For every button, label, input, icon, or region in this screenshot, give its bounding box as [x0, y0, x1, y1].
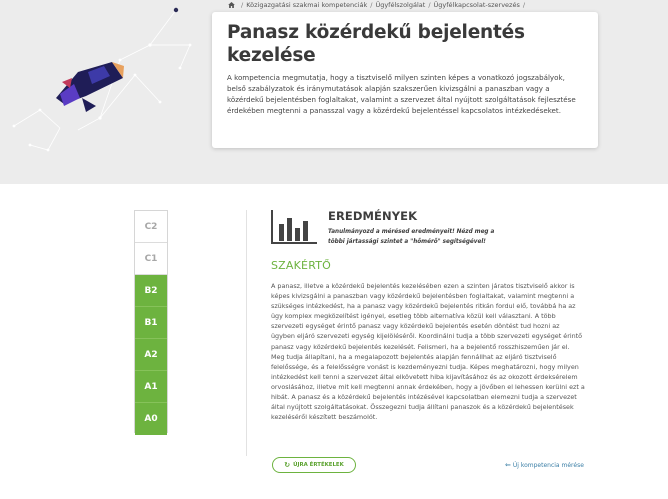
- level-a2[interactable]: A2: [135, 339, 167, 371]
- bar-chart-icon: [271, 210, 318, 244]
- new-measurement-link[interactable]: [505, 461, 584, 469]
- level-a1[interactable]: A1: [135, 371, 167, 403]
- arrow-left-icon: ⇐: [505, 461, 511, 469]
- page-title: Panasz közérdekű bejelentés kezelése: [227, 22, 525, 66]
- reevaluate-label: ÚJRA ÉRTÉKELEK: [293, 462, 344, 468]
- level-b1[interactable]: B1: [135, 307, 167, 339]
- level-b2[interactable]: B2: [135, 275, 167, 307]
- home-icon[interactable]: [228, 2, 235, 8]
- breadcrumb-item-customer-service[interactable]: Ügyfélszolgálat: [375, 0, 426, 9]
- reevaluate-button[interactable]: [272, 457, 356, 473]
- competency-description: A kompetencia megmutatja, hogy a tisztviselő milyen szinten képes a vonatkozó jogszabályok, belső szabályzatok és iránymutatások alapján szakszerűen kivizsgálni a panaszban vagy a közérdekű bejelentésben foglaltakat, valamint a szervezet által nyújtott szolgáltatások fejlesztése érdekében megtenni a panasszal vagy a közérdekű bejelentéssel kapcsolatos intézkedéseket.: [227, 73, 576, 115]
- breadcrumb-separator: /: [241, 0, 244, 9]
- level-description: A panasz, illetve a közérdekű bejelentés kezelésében ezen a szinten járatos tisztviselő akkor is képes kivizsgálni a panaszban vagy közérdekű bejelentésben foglaltakat, valamint megtenni a szükséges intézkedést, ha a panasz vagy közérdekű bejelentés ritkán fordul elő, továbbá ha az ügy komplex megközelítést igényel, esetleg több alternatíva közül kell választani. A több szervezeti egységet érintő panasz vagy közérdekű bejelentés esetén döntést tud hozni az ügyben eljáró szervezeti egység kijelöléséről. Koordinálni tudja a több szervezeti egységet érintő panasz vagy közérdekű bejelentés kezelését. Felismeri, ha a bejelentő rosszhiszeműen jár el. Meg tudja állapítani, ha a megalapozott bejelentés alapján fennállhat az eljáró tisztviselő felelőssége, és a felelősségre vonást is kezdeményezni tudja. Képes meghatározni, hogy milyen intézkedést kell tenni a szervezet által elkövetett hiba kijavításához és az okozott érdeksérelem orvoslásához, illetve mit kell megtenni annak érdekében, hogy a jövőben el lehessen kerülni ezt a hibát. A panasz és a közérdekű bejelentés intézésével kapcsolatban elemezni tudja a szervezet által nyújtott szolgáltatásokat. Összegezni tudja állítani panaszok és a közérdekű bejelentések kezeléséről készített beszámolót.: [271, 282, 585, 422]
- breadcrumb: [228, 0, 528, 9]
- breadcrumb-separator: /: [522, 0, 526, 9]
- new-measurement-label: Új kompetencia mérése: [512, 461, 584, 469]
- competency-card: [212, 12, 598, 148]
- refresh-icon: ↻: [284, 461, 291, 469]
- breadcrumb-item-client-relations[interactable]: Ügyfélkapcsolat-szervezés: [433, 0, 520, 9]
- hero-banner: [0, 0, 668, 184]
- level-thermometer: [134, 210, 168, 433]
- breadcrumb-item-competencies[interactable]: Közigazgatási szakmai kompetenciák: [246, 0, 368, 9]
- results-heading: EREDMÉNYEK: [328, 209, 418, 223]
- level-a0[interactable]: A0: [135, 403, 167, 435]
- level-c1[interactable]: C1: [135, 243, 167, 275]
- results-instruction: Tanulmányozd a mérésed eredményeit! Nézd meg a többi jártassági szintet a "hőmérő" segítségével!: [328, 229, 495, 245]
- column-divider: [246, 210, 247, 456]
- breadcrumb-separator: /: [428, 0, 431, 9]
- achieved-level-name: SZAKÉRTŐ: [271, 259, 332, 272]
- rocket-hero-illustration: [0, 0, 215, 184]
- level-c2[interactable]: C2: [135, 211, 167, 243]
- breadcrumb-separator: /: [370, 0, 373, 9]
